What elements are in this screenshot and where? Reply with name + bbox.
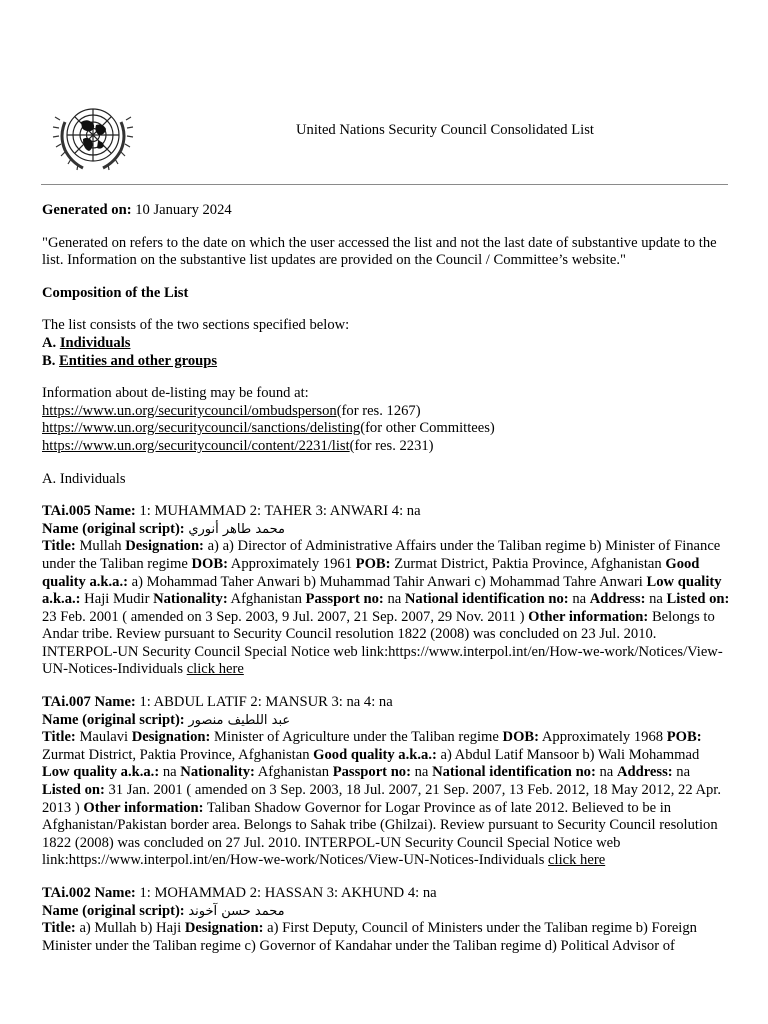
low-aka-label: Low quality a.k.a.: bbox=[42, 764, 160, 781]
name-label: Name: bbox=[94, 503, 136, 520]
nationality-label: Nationality: bbox=[180, 764, 255, 781]
entry-other-info: Belongs to Andar tribe. Review pursuant to Security Council resolution 1822 (2008) was concluded on 23 Jul. 2010. INTERPOL-UN Security Council Special Notice web link:https://www.interpol.int/en/How-we-work/Notices/View-UN-Notices-Individuals bbox=[42, 608, 723, 678]
page-title: United Nations Security Council Consolidated List bbox=[296, 122, 594, 138]
entry-national-id: na bbox=[572, 591, 587, 608]
entry-ref: TAi.007 bbox=[42, 694, 91, 711]
un-emblem-icon bbox=[41, 92, 145, 176]
delisting-info bbox=[42, 385, 730, 455]
entry-designation: a) a) Director of Administrative Affairs under the Taliban regime b) Minister of Finance under the Taliban regime bbox=[42, 538, 721, 572]
pob-label: POB: bbox=[666, 729, 702, 746]
passport-label: Passport no: bbox=[305, 591, 384, 608]
low-aka-label: Low quality a.k.a.: bbox=[42, 573, 722, 608]
good-aka-label: Good quality a.k.a.: bbox=[313, 746, 437, 763]
list-entry bbox=[42, 694, 730, 870]
entry-national-id: na bbox=[599, 764, 614, 781]
entry-low-aka: na bbox=[162, 764, 177, 781]
entry-designation: a) First Deputy, Council of Ministers under the Taliban regime b) Foreign Minister under the Taliban regime c) Governor of Kandahar under the Taliban regime d) Political Advisor of bbox=[42, 920, 697, 954]
other-info-label: Other information: bbox=[528, 608, 649, 625]
title-label: Title: bbox=[42, 729, 76, 746]
composition-heading-text: Composition of the List bbox=[42, 284, 189, 301]
section-a-link[interactable]: Individuals bbox=[59, 334, 131, 351]
ombudsperson-note: (for res. 1267) bbox=[336, 402, 421, 419]
generated-on-label: Generated on: bbox=[42, 202, 132, 218]
title-label: Title: bbox=[42, 920, 76, 937]
list-entry bbox=[42, 885, 730, 955]
composition-heading bbox=[42, 285, 730, 303]
entry-ref: TAi.005 bbox=[42, 503, 91, 520]
entry-dob: Approximately 1961 bbox=[230, 555, 352, 572]
entry-original-script: محمد طاهر أنوري bbox=[188, 521, 286, 537]
passport-label: Passport no: bbox=[332, 764, 411, 781]
entry-original-script: محمد حسن آخوند bbox=[188, 903, 285, 919]
original-script-label: Name (original script): bbox=[42, 520, 185, 537]
generated-note: "Generated on refers to the date on which the user accessed the list and not the last date of substantive update to the list. Information on the substantive list updates are provided on the Council / Committee’s website." bbox=[42, 234, 717, 269]
entry-good-aka: a) Abdul Latif Mansoor b) Wali Mohammad bbox=[440, 746, 700, 763]
section-a-prefix: A. bbox=[42, 334, 57, 351]
res-2231-link[interactable]: https://www.un.org/securitycouncil/content/2231/list bbox=[42, 437, 350, 454]
name-label: Name: bbox=[94, 694, 136, 711]
list-entry bbox=[42, 503, 730, 679]
entry-original-script: عبد اللطيف منصور bbox=[188, 712, 291, 728]
interpol-notice-link[interactable]: click here bbox=[548, 852, 606, 869]
ombudsperson-link[interactable]: https://www.un.org/securitycouncil/ombudsperson bbox=[42, 402, 337, 419]
listed-on-label: Listed on: bbox=[42, 782, 105, 799]
delisting-intro: Information about de-listing may be found at: bbox=[42, 385, 309, 402]
address-label: Address: bbox=[616, 764, 673, 781]
entry-dob: Approximately 1968 bbox=[541, 729, 664, 746]
good-aka-label: Good quality a.k.a.: bbox=[42, 555, 700, 590]
entry-title: Maulavi bbox=[79, 729, 129, 746]
entry-nationality: Afghanistan bbox=[230, 591, 302, 608]
entry-pob: Zurmat District, Paktia Province, Afghanistan bbox=[42, 746, 310, 763]
res-2231-note: (for res. 2231) bbox=[349, 437, 434, 454]
entry-title: Mullah bbox=[79, 538, 122, 555]
section-heading-individuals: A. Individuals bbox=[42, 470, 126, 487]
nationality-label: Nationality: bbox=[153, 591, 228, 608]
header-divider bbox=[41, 184, 728, 185]
entry-listed-on: 23 Feb. 2001 ( amended on 3 Sep. 2003, 9 Jul. 2007, 21 Sep. 2007, 29 Nov. 2011 ) bbox=[42, 608, 525, 625]
entry-designation: Minister of Agriculture under the Taliban regime bbox=[214, 729, 499, 746]
national-id-label: National identification no: bbox=[404, 591, 569, 608]
generated-on bbox=[42, 202, 730, 220]
entry-address: na bbox=[649, 591, 663, 608]
entry-title: a) Mullah b) Haji bbox=[79, 920, 182, 937]
national-id-label: National identification no: bbox=[432, 764, 596, 781]
original-script-label: Name (original script): bbox=[42, 711, 185, 728]
section-b-link[interactable]: Entities and other groups bbox=[59, 352, 218, 369]
title-label: Title: bbox=[42, 538, 76, 555]
entry-other-info: Taliban Shadow Governor for Logar Province as of late 2012. Believed to be in Afghanistan/Pakistan border area. Belongs to Sahak tribe (Ghilzai). Review pursuant to Security Council resolution 1822 (2008) was concluded on 27 Jul. 2010. INTERPOL-UN Security Council Special Notice web link:https://www.interpol.int/en/How-we-work/Notices/View-UN-Notices-Individuals bbox=[42, 799, 718, 869]
original-script-label: Name (original script): bbox=[42, 902, 185, 919]
composition-intro: The list consists of the two sections specified below: bbox=[42, 317, 350, 334]
entry-address: na bbox=[676, 764, 691, 781]
composition-list bbox=[42, 317, 730, 370]
designation-label: Designation: bbox=[184, 920, 264, 937]
entry-passport: na bbox=[414, 764, 429, 781]
delisting-link[interactable]: https://www.un.org/securitycouncil/sanctions/delisting bbox=[42, 420, 361, 437]
entry-low-aka: Haji Mudir bbox=[84, 591, 150, 608]
entry-name: 1: ABDUL LATIF 2: MANSUR 3: na 4: na bbox=[139, 694, 393, 711]
entry-good-aka: a) Mohammad Taher Anwari b) Muhammad Tahir Anwari c) Mohammad Tahre Anwari bbox=[131, 573, 643, 590]
name-label: Name: bbox=[94, 885, 136, 901]
document-body bbox=[42, 202, 730, 970]
listed-on-label: Listed on: bbox=[666, 591, 730, 608]
pob-label: POB: bbox=[355, 555, 391, 572]
dob-label: DOB: bbox=[502, 729, 540, 746]
document-header bbox=[0, 0, 768, 186]
entry-listed-on: 31 Jan. 2001 ( amended on 3 Sep. 2003, 18 Jul. 2007, 21 Sep. 2007, 13 Feb. 2012, 18 May 2012, 22 Apr. 2013 ) bbox=[42, 782, 722, 816]
address-label: Address: bbox=[589, 591, 646, 608]
interpol-notice-link[interactable]: click here bbox=[186, 661, 244, 678]
other-info-label: Other information: bbox=[83, 799, 204, 816]
entry-pob: Zurmat District, Paktia Province, Afghanistan bbox=[394, 555, 662, 572]
entry-passport: na bbox=[387, 591, 402, 608]
dob-label: DOB: bbox=[191, 555, 228, 572]
designation-label: Designation: bbox=[131, 729, 211, 746]
entry-name: 1: MOHAMMAD 2: HASSAN 3: AKHUND 4: na bbox=[139, 885, 437, 901]
delisting-note: (for other Committees) bbox=[360, 420, 495, 437]
designation-label: Designation: bbox=[125, 538, 204, 555]
entry-name: 1: MUHAMMAD 2: TAHER 3: ANWARI 4: na bbox=[139, 503, 421, 520]
entry-ref: TAi.002 bbox=[42, 885, 91, 901]
entry-nationality: Afghanistan bbox=[257, 764, 330, 781]
generated-on-date: 10 January 2024 bbox=[135, 202, 232, 218]
section-b-prefix: B. bbox=[42, 352, 56, 369]
